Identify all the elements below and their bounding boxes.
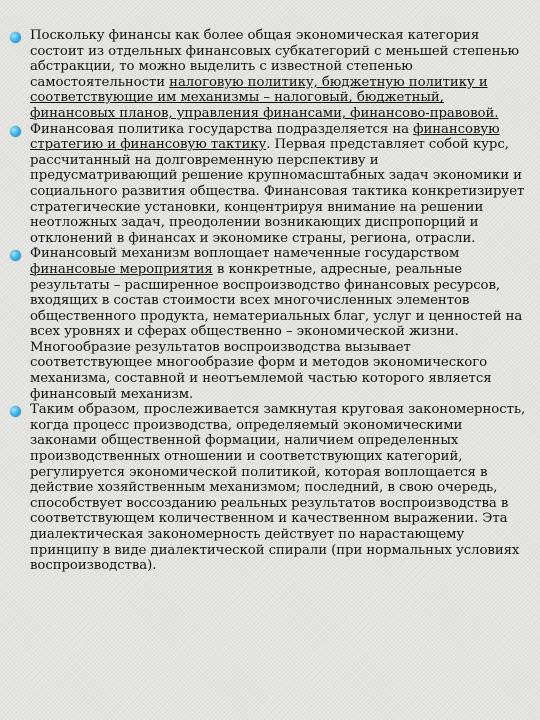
underlined-text-segment: налоговую политику, бюджетную политику и соответствующие им механизмы – налоговый, бюджетный, финансовых планов, управления финансами, финансово-правовой.: [30, 74, 499, 121]
text-segment: Таким образом, прослеживается замкнутая круговая закономерность, когда процесс производства, определяемый экономическими законами общественной формации, наличием определенных производственных отношении и соответствующих категорий, регулируется экономической политикой, которая воплощается в действие хозяйственным механизмом; последний, в свою очередь, способствует воссозданию реальных результатов воспроизводства в соответствующем количественном и качественном выражении. Эта диалектическая закономерность действует по нарастающему принципу в виде диалектической спирали (при нормальных условиях воспроизводства).: [30, 402, 526, 574]
bullet-item: [8, 246, 530, 402]
text-segment: Финансовая политика государства подразделяется на: [30, 121, 414, 137]
bullet-text: [30, 122, 530, 247]
bullet-list: [8, 28, 530, 574]
bullet-item: [8, 122, 530, 247]
bullet-item: [8, 28, 530, 122]
bullet-text: [30, 402, 530, 574]
underlined-text-segment: финансовые мероприятия: [30, 261, 213, 277]
bullet-item: [8, 402, 530, 574]
bullet-dot-icon: [10, 126, 21, 137]
underlined-text-segment: финансовую стратегию и финансовую тактику: [30, 121, 500, 153]
bullet-text: [30, 246, 530, 402]
text-segment: Поскольку финансы как более общая экономическая категория состоит из отдельных финансовых субкатегорий с меньшей степенью абстракции, то можно выделить с известной степенью самостоятельности: [30, 28, 520, 90]
bullet-dot-icon: [10, 406, 21, 417]
text-segment: в конкретные, адресные, реальные результаты – расширенное воспроизводство финансовых ресурсов, входящих в состав стоимости всех многочисленных элементов общественного продукта, нематериальных благ, услуг и ценностей на всех уровнях и сферах общественно – экономической жизни. Многообразие результатов воспроизводства вызывает соответствующее многообразие форм и методов экономического механизма, составной и неотъемлемой частью которого является финансовый механизм.: [30, 261, 523, 402]
text-segment: . Первая представляет собой курс, рассчитанный на долговременную перспективу и предусматривающий решение крупномасштабных задач экономики и социального развития общества. Финансовая тактика конкретизирует стратегические установки, концентрируя внимание на решении неотложных задач, преодолении возникающих диспропорций и отклонений в финансах и экономике страны, региона, отрасли.: [30, 137, 525, 246]
text-segment: Финансовый механизм воплощает намеченные государством: [30, 246, 460, 262]
bullet-dot-icon: [10, 250, 21, 261]
bullet-text: [30, 28, 530, 122]
bullet-dot-icon: [10, 32, 21, 43]
